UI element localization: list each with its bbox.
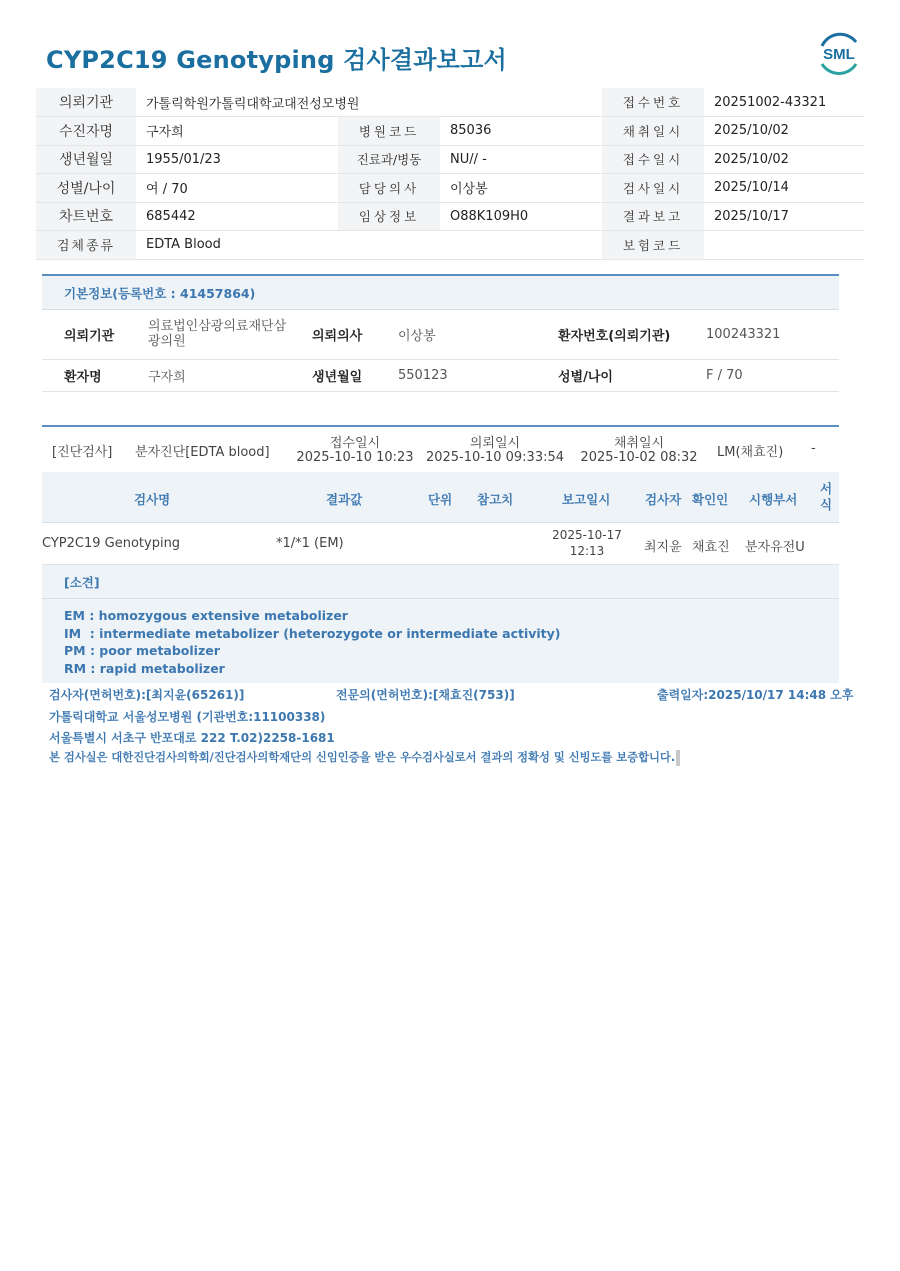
footer-certification: 본 검사실은 대한진단검사의학회/진단검사의학재단의 신임인증을 받은 우수검사실로서 결과의 정확성 및 신빙도를 보증합니다. bbox=[49, 751, 676, 764]
hospital-code-value: 85036 bbox=[440, 117, 602, 146]
result-value: *1/*1 (EM) bbox=[276, 536, 344, 551]
sex-age-value: F / 70 bbox=[694, 359, 839, 391]
header-row bbox=[36, 202, 864, 231]
hospital-code-label: 병원코드 bbox=[338, 117, 440, 146]
clinical-info-value: O88K109H0 bbox=[440, 202, 602, 231]
request-org-line2: 광의원 bbox=[148, 334, 186, 350]
patient-name-label: 수진자명 bbox=[36, 117, 136, 146]
insurance-code-label: 보험코드 bbox=[602, 231, 704, 260]
doctor-label: 의뢰의사 bbox=[310, 310, 394, 359]
chart-no-value: 685442 bbox=[136, 202, 338, 231]
patient-name-label: 환자명 bbox=[42, 359, 144, 391]
col-tester: 검사자 bbox=[645, 492, 682, 507]
request-org-label: 의뢰기관 bbox=[42, 310, 144, 359]
col-form: 서식 bbox=[820, 481, 833, 512]
sml-logo-icon bbox=[814, 28, 864, 78]
col-unit: 단위 bbox=[428, 492, 453, 507]
text-cursor-icon bbox=[676, 750, 680, 766]
header-row bbox=[36, 231, 864, 260]
collected-value: 2025-10-02 08:32 bbox=[580, 450, 698, 465]
footer-specialist: 전문의(면허번호):[채효진(753)] bbox=[336, 688, 515, 702]
header-row bbox=[36, 117, 864, 146]
findings-section bbox=[42, 565, 839, 683]
doctor-label: 담당의사 bbox=[338, 174, 440, 203]
exam-dash: - bbox=[811, 441, 816, 456]
result-report-label: 결과보고 bbox=[602, 202, 704, 231]
receipt-no-label: 접수번호 bbox=[602, 88, 704, 117]
birth-value: 1955/01/23 bbox=[136, 145, 338, 174]
result-test-name: CYP2C19 Genotyping bbox=[42, 536, 181, 551]
basic-info-row bbox=[42, 359, 839, 391]
result-report-value: 2025/10/17 bbox=[704, 202, 864, 231]
collection-date-value: 2025/10/02 bbox=[704, 117, 864, 146]
clinical-info-label: 임상정보 bbox=[338, 202, 440, 231]
receipt-date-label: 접수일시 bbox=[602, 145, 704, 174]
patient-name-value: 구자희 bbox=[136, 117, 338, 146]
finding-line: PM : poor metabolizer bbox=[64, 643, 220, 658]
col-department: 시행부서 bbox=[749, 492, 798, 507]
result-report-date: 2025-10-17 bbox=[552, 528, 622, 542]
col-report-date: 보고일시 bbox=[562, 492, 611, 507]
specimen-value: EDTA Blood bbox=[136, 231, 602, 260]
test-date-value: 2025/10/14 bbox=[704, 174, 864, 203]
finding-line: IM : intermediate metabolizer (heterozygote or intermediate activity) bbox=[64, 625, 561, 641]
insurance-code-value bbox=[704, 231, 864, 260]
basic-info-header: 기본정보(등록번호 : 41457864) bbox=[42, 274, 839, 310]
chart-no-label: 차트번호 bbox=[36, 202, 136, 231]
department-label: 진료과/병동 bbox=[338, 145, 440, 174]
collection-date-label: 채취일시 bbox=[602, 117, 704, 146]
received-label: 접수일시 bbox=[329, 436, 381, 451]
finding-line: RM : rapid metabolizer bbox=[64, 660, 225, 676]
result-table-header bbox=[42, 472, 839, 523]
requested-label: 의뢰일시 bbox=[469, 436, 521, 451]
result-department: 분자유전U bbox=[745, 540, 805, 555]
findings-lines bbox=[64, 607, 561, 677]
exam-category: [진단검사] bbox=[52, 445, 113, 460]
department-value: NU// - bbox=[440, 145, 602, 174]
requested-value: 2025-10-10 09:33:54 bbox=[425, 450, 565, 465]
doctor-value: 이상봉 bbox=[440, 174, 602, 203]
col-result: 결과값 bbox=[326, 492, 363, 507]
collected-label: 채취일시 bbox=[613, 436, 665, 451]
sex-age-value: 여 / 70 bbox=[136, 174, 338, 203]
sex-age-label: 성별/나이 bbox=[556, 359, 694, 391]
finding-line: EM : homozygous extensive metabolizer bbox=[64, 608, 348, 623]
birth-label: 생년월일 bbox=[310, 359, 394, 391]
findings-header: [소견] bbox=[42, 565, 839, 599]
request-org-label: 의뢰기관 bbox=[36, 88, 136, 117]
received-value: 2025-10-10 10:23 bbox=[296, 450, 414, 465]
result-confirmer: 채효진 bbox=[692, 540, 730, 555]
col-confirmer: 확인인 bbox=[692, 492, 729, 507]
header-info-table bbox=[36, 88, 864, 260]
sex-age-label: 성별/나이 bbox=[36, 174, 136, 203]
exam-info-bar bbox=[42, 425, 839, 472]
request-org-value: 가톨릭학원가톨릭대학교대전성모병원 bbox=[136, 88, 602, 117]
request-org-value bbox=[144, 310, 310, 359]
specimen-label: 검체종류 bbox=[36, 231, 136, 260]
footer-address: 서울특별시 서초구 반포대로 222 T.02)2258-1681 bbox=[49, 731, 335, 745]
footer-tester: 검사자(면허번호):[최지윤(65261)] bbox=[49, 688, 245, 702]
header-row bbox=[36, 174, 864, 203]
col-test-name: 검사명 bbox=[134, 492, 171, 507]
header-row bbox=[36, 88, 864, 117]
footer-hospital: 가톨릭대학교 서울성모병원 (기관번호:11100338) bbox=[49, 710, 326, 724]
receipt-date-value: 2025/10/02 bbox=[704, 145, 864, 174]
logo-text: SML bbox=[823, 46, 855, 63]
basic-info-section bbox=[42, 274, 839, 392]
collector-value: LM(채효진) bbox=[717, 445, 784, 460]
birth-label: 생년월일 bbox=[36, 145, 136, 174]
doctor-value: 이상봉 bbox=[394, 310, 556, 359]
patient-no-label: 환자번호(의뢰기관) bbox=[556, 310, 694, 359]
receipt-no-value: 20251002-43321 bbox=[704, 88, 864, 117]
patient-no-value: 100243321 bbox=[694, 310, 839, 359]
basic-info-table bbox=[42, 310, 839, 392]
exam-specimen: 분자진단[EDTA blood] bbox=[135, 445, 270, 460]
test-date-label: 검사일시 bbox=[602, 174, 704, 203]
col-reference: 참고치 bbox=[477, 492, 514, 507]
basic-info-row bbox=[42, 310, 839, 359]
footer-certification-line bbox=[49, 749, 680, 766]
report-title: CYP2C19 Genotyping 검사결과보고서 bbox=[46, 46, 507, 74]
birth-value: 550123 bbox=[394, 359, 556, 391]
header-row bbox=[36, 145, 864, 174]
result-tester: 최지윤 bbox=[644, 540, 682, 555]
footer-printed: 출력일자:2025/10/17 14:48 오후 bbox=[657, 688, 854, 702]
patient-name-value: 구자희 bbox=[144, 359, 310, 391]
table-row bbox=[42, 523, 839, 565]
result-report-time: 12:13 bbox=[569, 544, 605, 558]
request-org-line1: 의료법인삼광의료재단삼 bbox=[148, 319, 287, 335]
